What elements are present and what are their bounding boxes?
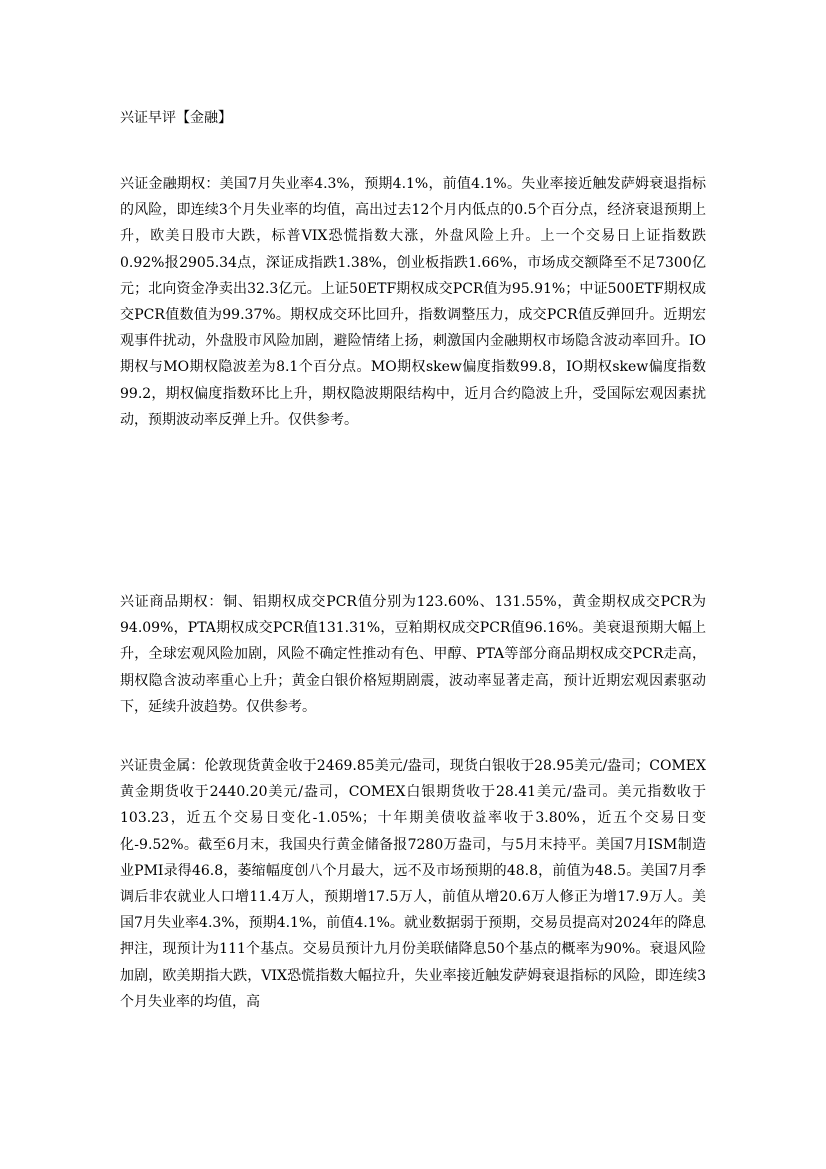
paragraph-financial-options: 兴证金融期权：美国7月失业率4.3%，预期4.1%，前值4.1%。失业率接近触发萨姆衰退指标的风险，即连续3个月失业率的均值，高出过去12个月内低点的0.5个百分点，经济衰退预期上升，欧美日股市大跌，标普VIX恐慌指数大涨，外盘风险上升。上一个交易日上证指数跌0.92%报2905.34点，深证成指跌1.38%，创业板指跌1.66%，市场成交额降至不足7300亿元；北向资金净卖出32.3亿元。上证50ETF期权成交PCR值为95.91%；中证500ETF期权成交PCR值数值为99.37%。期权成交环比回升，指数调整压力，成交PCR值反弹回升。近期宏观事件扰动，外盘股市风险加剧，避险情绪上扬，刺激国内金融期权市场隐含波动率回升。IO期权与MO期权隐波差为8.1个百分点。MO期权skew偏度指数99.8，IO期权skew偏度指数99.2，期权偏度指数环比上升，期权隐波期限结构中，近月合约隐波上升，受国际宏观因素扰动，预期波动率反弹上升。仅供参考。 xyxy=(120,176,706,428)
paragraph-precious-metals: 兴证贵金属：伦敦现货黄金收于2469.85美元/盎司，现货白银收于28.95美元/盎司；COMEX黄金期货收于2440.20美元/盎司，COMEX白银期货收于28.41美元/盎司。美元指数收于103.23，近五个交易日变化-1.05%；十年期美债收益率收于3.80%，近五个交易日变化-9.52%。截至6月末，我国央行黄金储备报7280万盎司，与5月末持平。美国7月ISM制造业PMI录得46.8，萎缩幅度创八个月最大，远不及市场预期的48.8，前值为48.5。美国7月季调后非农就业人口增11.4万人，预期增17.5万人，前值从增20.6万人修正为增17.9万人。美国7月失业率4.3%，预期4.1%，前值4.1%。就业数据弱于预期，交易员提高对2024年的降息押注，现预计为111个基点。交易员预计九月份美联储降息50个基点的概率为90%。衰退风险加剧，欧美期指大跌，VIX恐慌指数大幅拉升，失业率接近触发萨姆衰退指标的风险，即连续3个月失业率的均值，高 xyxy=(120,758,706,1010)
paragraph-commodity-options: 兴证商品期权：铜、铝期权成交PCR值分别为123.60%、131.55%，黄金期权成交PCR为94.09%，PTA期权成交PCR值131.31%，豆粕期权成交PCR值96.16%。美衰退预期大幅上升，全球宏观风险加剧，风险不确定性推动有色、甲醇、PTA等部分商品期权成交PCR走高，期权隐含波动率重心上升；黄金白银价格短期剧震，波动率显著走高，预计近期宏观因素驱动下，延续升波趋势。仅供参考。 xyxy=(120,594,706,715)
document-title: 兴证早评【金融】 xyxy=(120,110,232,126)
